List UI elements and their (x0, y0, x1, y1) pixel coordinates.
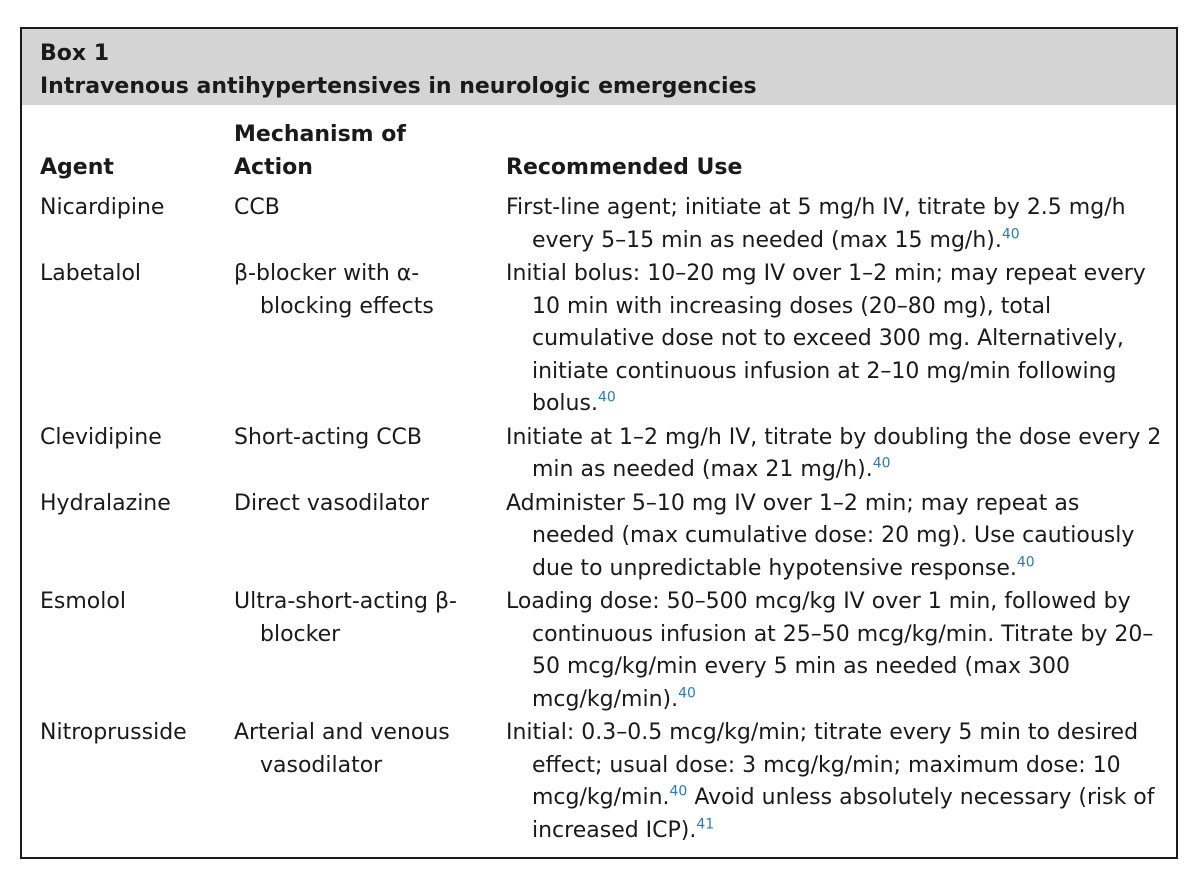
header-mechanism-line1: Mechanism of (234, 122, 406, 147)
use-text-part1: Initial: 0.3–0.5 mcg/kg/min; titrate every 5 min to desired effect; usual dose: 3 mcg/kg/min; maximum dose: 10 mcg/kg/min. (506, 720, 1139, 810)
use-text: Administer 5–10 mg IV over 1–2 min; may repeat as needed (max cumulative dose: 20 mg). Use cautiously due to unpredictable hypotensive response. (506, 490, 1135, 581)
mechanism-cell: CCB (234, 195, 280, 220)
table-row (40, 192, 1166, 258)
reference-superscript: 40 (872, 455, 891, 472)
header-agent: Agent (40, 154, 114, 180)
agent-cell: Nitroprusside (40, 720, 187, 745)
box-label: Box 1 (40, 41, 110, 66)
use-cell (506, 192, 1166, 258)
table-row (40, 717, 1166, 848)
use-cell (506, 717, 1166, 848)
reference-superscript: 40 (669, 783, 688, 800)
use-cell (506, 258, 1166, 422)
mechanism-cell: Short-acting CCB (234, 424, 423, 450)
use-cell (506, 586, 1166, 717)
use-text: First-line agent; initiate at 5 mg/h IV, titrate by 2.5 mg/h every 5–15 min as needed (max 15 mg/h). (506, 195, 1126, 253)
use-text: Initiate at 1–2 mg/h IV, titrate by doubling the dose every 2 min as needed (max 21 mg/h). (506, 424, 1162, 482)
reference-superscript: 40 (1016, 554, 1035, 571)
reference-superscript: 40 (1001, 226, 1020, 243)
agent-cell: Nicardipine (40, 195, 165, 220)
use-text: Loading dose: 50–500 mcg/kg IV over 1 min, followed by continuous infusion at 25–50 mcg/kg/min. Titrate by 20–50 mcg/kg/min every 5 min as needed (max 300 mcg/kg/min). (506, 589, 1154, 712)
agent-cell: Clevidipine (40, 424, 162, 450)
agent-cell: Hydralazine (40, 490, 171, 516)
table-row (40, 586, 1166, 717)
box-header (22, 29, 1176, 105)
mechanism-cell: Ultra-short-acting β-blocker (234, 589, 457, 647)
reference-superscript: 40 (678, 685, 696, 702)
use-cell (506, 422, 1166, 488)
antihypertensives-table (40, 119, 1166, 848)
reference-superscript: 40 (597, 389, 616, 406)
table-header-row (40, 119, 1166, 192)
table-row (40, 258, 1166, 422)
use-text: Initial bolus: 10–20 mg IV over 1–2 min; may repeat every 10 min with increasing doses (20–80 mg), total cumulative dose not to exceed 300 mg. Alternatively, initiate continuous infusion at 2–10 mg/min following bolus. (506, 261, 1146, 416)
box-1 (20, 27, 1178, 859)
table-row (40, 488, 1166, 587)
header-recommended-use: Recommended Use (506, 154, 743, 180)
agent-cell: Labetalol (40, 261, 142, 286)
reference-superscript: 41 (696, 816, 715, 833)
box-title: Intravenous antihypertensives in neurologic emergencies (40, 74, 757, 99)
header-mechanism (234, 119, 506, 192)
agent-cell: Esmolol (40, 589, 126, 614)
header-mechanism-line2: Action (234, 154, 313, 180)
table-row (40, 422, 1166, 488)
use-text-part2: Avoid unless absolutely necessary (risk of increased ICP). (532, 785, 1155, 843)
mechanism-cell: Arterial and venous vasodilator (234, 720, 450, 778)
use-cell (506, 488, 1166, 587)
mechanism-cell: Direct vasodilator (234, 490, 430, 516)
mechanism-cell: β-blocker with α-blocking effects (234, 261, 434, 319)
